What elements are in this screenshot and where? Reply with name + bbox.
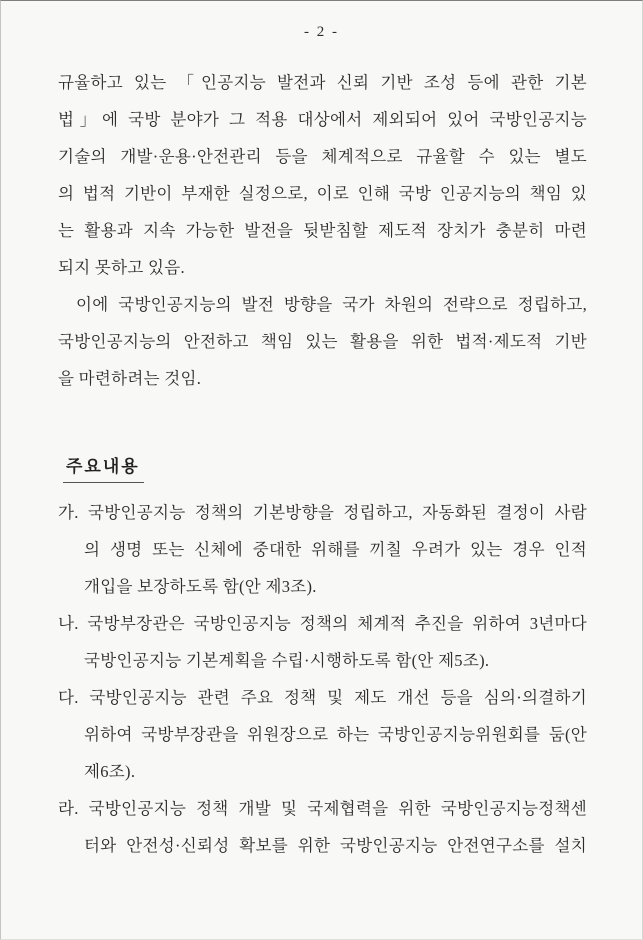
main-items-list [58, 494, 587, 864]
list-item-na [58, 605, 587, 679]
list-item-da [58, 679, 587, 790]
text-line: 나. 국방부장관은 국방인공지능 정책의 체계적 추진을 위하여 3년마다 [58, 614, 587, 633]
section-heading-wrap [63, 452, 587, 483]
text-line: 라. 국방인공지능 정책 개발 및 국제협력을 위한 국방인공지능정책센 [58, 799, 587, 818]
page-content [1, 64, 642, 864]
list-item-ga [58, 494, 587, 605]
text-line: 가. 국방인공지능 정책의 기본방향을 정립하고, 자동화된 결정이 사람 [58, 503, 587, 522]
text-line: 는 활용과 지속 가능한 발전을 뒷받침할 제도적 장치가 충분히 마련 [58, 221, 587, 240]
intro-paragraph-2 [58, 286, 587, 397]
text-line: 이에 국방인공지능의 발전 방향을 국가 차원의 전략으로 정립하고, [76, 295, 587, 314]
text-line: 의 법적 기반이 부재한 실정으로, 이로 인해 국방 인공지능의 책임 있 [58, 184, 587, 203]
page-number: - 2 - [304, 24, 339, 40]
text-line: 규율하고 있는 「인공지능 발전과 신뢰 기반 조성 등에 관한 기본 [58, 73, 587, 92]
text-line: 기술의 개발·운용·안전관리 등을 체계적으로 규율할 수 있는 별도 [58, 147, 587, 166]
text-line: 국방인공지능 기본계획을 수립·시행하도록 함(안 제5조). [84, 651, 490, 670]
text-line: 개입을 보장하도록 함(안 제3조). [84, 577, 317, 596]
text-line: 터와 안전성·신뢰성 확보를 위한 국방인공지능 안전연구소를 설치 [84, 836, 587, 855]
text-line: 제6조). [84, 762, 136, 781]
text-line: 다. 국방인공지능 관련 주요 정책 및 제도 개선 등을 심의·의결하기 [58, 688, 587, 707]
text-line: 되지 못하고 있음. [58, 258, 185, 277]
text-line: 을 마련하려는 것임. [58, 369, 202, 388]
section-heading: 주요내용 [63, 452, 144, 483]
text-line: 위하여 국방부장관을 위원장으로 하는 국방인공지능위원회를 둠(안 [84, 725, 587, 744]
text-line: 법」에 국방 분야가 그 적용 대상에서 제외되어 있어 국방인공지능 [58, 110, 587, 129]
text-line: 의 생명 또는 신체에 중대한 위해를 끼칠 우려가 있는 경우 인적 [84, 540, 587, 559]
intro-paragraph-1 [58, 64, 587, 286]
text-line: 국방인공지능의 안전하고 책임 있는 활용을 위한 법적·제도적 기반 [58, 332, 587, 351]
list-item-ra [58, 790, 587, 864]
